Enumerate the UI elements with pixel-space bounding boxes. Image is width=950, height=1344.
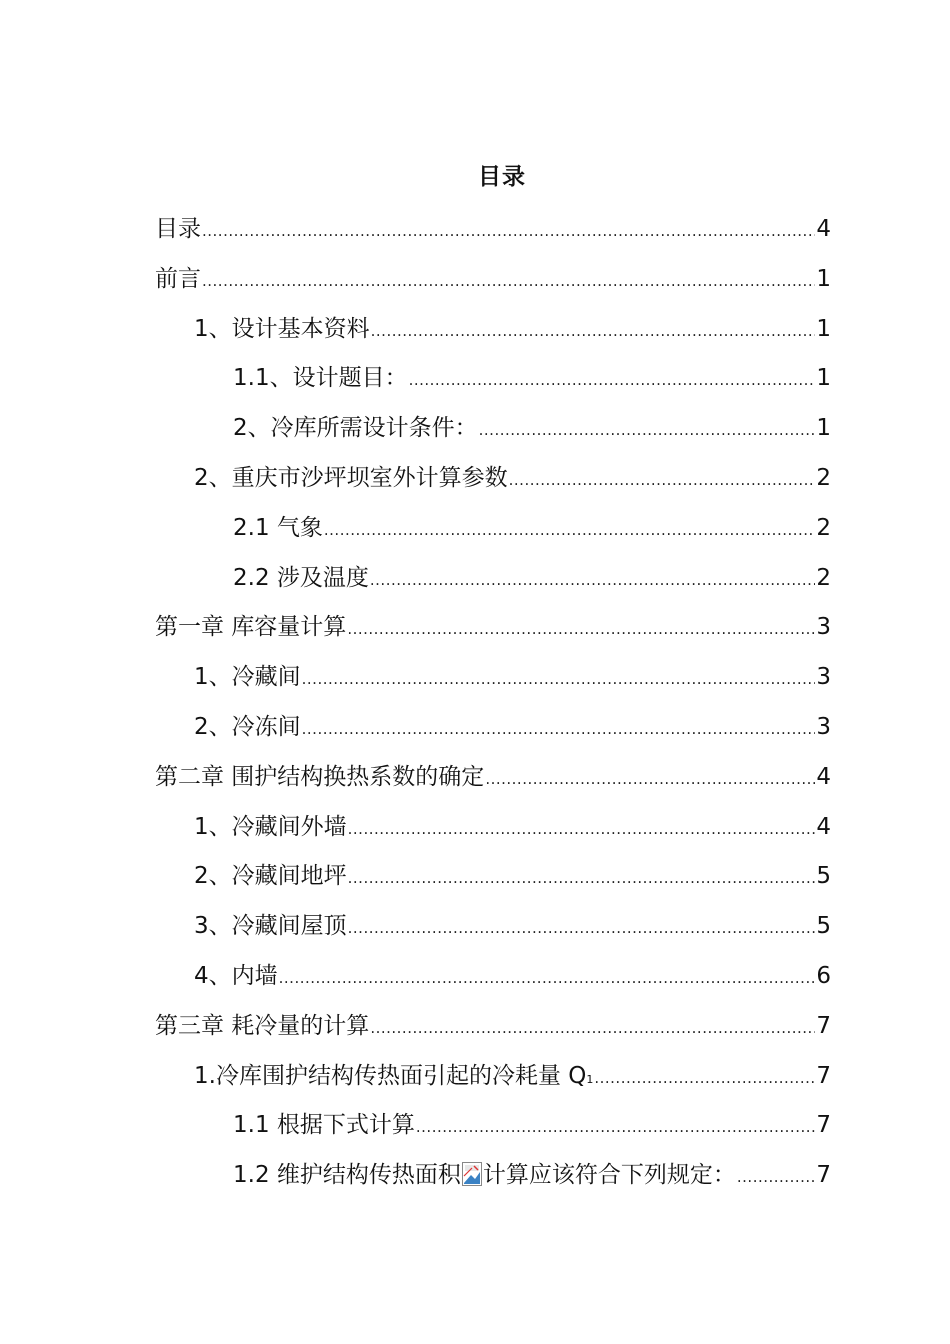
toc-page-number: 7 xyxy=(816,1112,831,1139)
toc-page-number: 5 xyxy=(816,863,831,890)
toc-entry-envelope-heat-load[interactable] xyxy=(155,1056,831,1106)
toc-entry-label: 2、冷库所需设计条件： xyxy=(233,415,478,442)
toc-entry-calc-formula[interactable] xyxy=(155,1105,831,1155)
toc-page-number: 4 xyxy=(816,763,831,790)
dot-leader xyxy=(594,1058,815,1098)
toc-entry-chapter-3[interactable] xyxy=(155,1006,831,1056)
toc-page-number: 7 xyxy=(816,1062,831,1089)
toc-entry-label: 第二章 围护结构换热系数的确定 xyxy=(155,763,485,790)
dot-leader xyxy=(348,858,816,898)
toc-entry-exterior-wall[interactable] xyxy=(155,807,831,857)
toc-page-number: 1 xyxy=(816,415,831,442)
dot-leader xyxy=(202,211,815,251)
toc-entry-label: 1、设计基本资料 xyxy=(194,315,370,342)
dot-leader xyxy=(348,809,816,849)
toc-entry-label: 2、冷藏间地坪 xyxy=(194,863,347,890)
toc-page-number: 7 xyxy=(816,1012,831,1039)
toc-entry-label: 2、重庆市沙坪坝室外计算参数 xyxy=(194,464,508,491)
toc-entry-label: 目录 xyxy=(155,216,201,242)
toc-page-number: 2 xyxy=(816,514,831,541)
dot-leader xyxy=(324,510,815,550)
dot-leader xyxy=(302,659,816,699)
dot-leader xyxy=(370,1008,815,1048)
dot-leader xyxy=(509,460,816,500)
broken-image-icon xyxy=(462,1159,482,1183)
dot-leader xyxy=(370,560,815,600)
table-of-contents xyxy=(155,209,831,1205)
toc-entry-label xyxy=(194,1056,593,1100)
toc-entry-label: 前言 xyxy=(155,265,201,292)
toc-entry-label: 2、冷冻间 xyxy=(194,713,301,740)
toc-entry-contents[interactable] xyxy=(155,209,831,259)
toc-page-number: 3 xyxy=(816,664,831,691)
toc-page-number: 5 xyxy=(816,913,831,940)
dot-leader xyxy=(371,311,816,351)
toc-entry-label-text: 1.冷库围护结构传热面引起的冷耗量 Q xyxy=(194,1062,587,1089)
toc-entry-label: 1、冷藏间 xyxy=(194,664,301,691)
toc-entry-heat-transfer-area[interactable] xyxy=(155,1155,831,1205)
toc-entry-chapter-2[interactable] xyxy=(155,757,831,807)
toc-entry-design-conditions[interactable] xyxy=(155,408,831,458)
toc-entry-label: 3、冷藏间屋顶 xyxy=(194,913,347,940)
toc-entry-design-topic[interactable] xyxy=(155,358,831,408)
toc-page-number: 2 xyxy=(816,464,831,491)
toc-entry-roof[interactable] xyxy=(155,906,831,956)
dot-leader xyxy=(416,1107,815,1147)
toc-page-number: 6 xyxy=(816,962,831,989)
toc-entry-label: 第一章 库容量计算 xyxy=(155,614,347,641)
toc-entry-label: 1、冷藏间外墙 xyxy=(194,813,347,840)
toc-entry-label: 2.2 涉及温度 xyxy=(233,564,369,591)
toc-entry-freezer-room[interactable] xyxy=(155,707,831,757)
subscript: 1 xyxy=(586,1072,594,1086)
toc-entry-label-text: 计算应该符合下列规定： xyxy=(482,1162,736,1189)
toc-entry-weather[interactable] xyxy=(155,508,831,558)
toc-entry-cold-storage-room[interactable] xyxy=(155,657,831,707)
dot-leader xyxy=(347,609,815,649)
toc-page-number: 3 xyxy=(816,713,831,740)
dot-leader xyxy=(348,908,816,948)
toc-entry-label: 2.1 气象 xyxy=(233,514,323,541)
toc-page-number: 4 xyxy=(816,813,831,840)
toc-entry-label: 4、内墙 xyxy=(194,962,278,989)
dot-leader xyxy=(302,709,816,749)
toc-entry-floor[interactable] xyxy=(155,856,831,906)
dot-leader xyxy=(202,261,815,301)
toc-entry-chapter-1[interactable] xyxy=(155,607,831,657)
toc-page-number: 3 xyxy=(816,614,831,641)
toc-entry-label xyxy=(233,1155,736,1195)
toc-entry-design-basic-data[interactable] xyxy=(155,309,831,359)
toc-entry-label: 1.1 根据下式计算 xyxy=(233,1112,415,1139)
toc-page-number: 4 xyxy=(816,216,831,242)
toc-title: 目录 xyxy=(478,164,526,190)
dot-leader xyxy=(485,759,815,799)
toc-page-number: 1 xyxy=(816,365,831,392)
toc-entry-temperature[interactable] xyxy=(155,558,831,608)
dot-leader xyxy=(479,410,816,450)
toc-page-number: 7 xyxy=(816,1162,831,1189)
toc-entry-outdoor-parameters[interactable] xyxy=(155,458,831,508)
toc-page-number: 1 xyxy=(816,265,831,292)
dot-leader xyxy=(737,1157,815,1197)
toc-page-number: 2 xyxy=(816,564,831,591)
toc-entry-interior-wall[interactable] xyxy=(155,956,831,1006)
toc-entry-label: 第三章 耗冷量的计算 xyxy=(155,1012,370,1039)
dot-leader xyxy=(279,958,816,998)
toc-entry-preface[interactable] xyxy=(155,259,831,309)
toc-entry-label-text: 1.2 维护结构传热面积 xyxy=(233,1162,461,1189)
toc-page-number: 1 xyxy=(816,315,831,342)
dot-leader xyxy=(409,360,816,400)
toc-entry-label: 1.1、设计题目： xyxy=(233,365,408,392)
